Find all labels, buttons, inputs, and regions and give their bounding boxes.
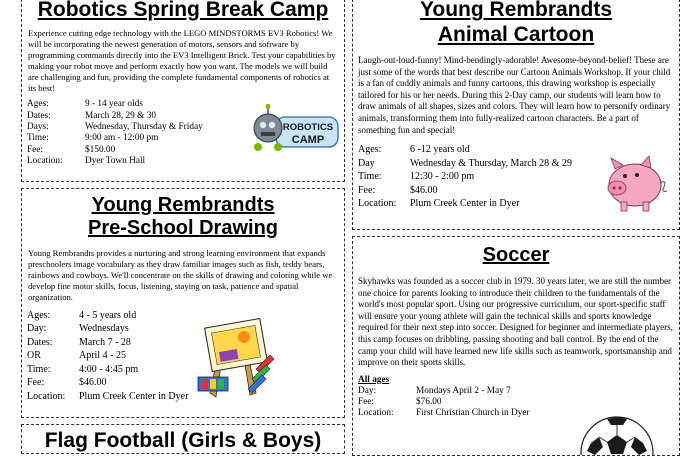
detail-value: 6 -12 years old <box>410 144 470 156</box>
preschool-drawing-section <box>21 188 345 418</box>
detail-label: Location: <box>358 198 397 210</box>
detail-value: $46.00 <box>410 184 438 196</box>
detail-value: Wednesday, Thursday & Friday <box>85 122 203 133</box>
detail-value: Wednesday & Thursday, March 28 & 29 <box>410 157 572 169</box>
soccer-group-label: All ages <box>358 374 390 385</box>
detail-label: Fee: <box>27 144 44 155</box>
preschool-title-line-2: Pre-School Drawing <box>87 217 279 239</box>
cartoon-title-line-2: Animal Cartoon <box>437 23 595 46</box>
detail-value: Plum Creek Center in Dyer <box>79 390 189 402</box>
cartoon-details <box>358 143 572 211</box>
detail-row <box>27 376 188 390</box>
detail-row <box>27 390 188 404</box>
soccer-title: Soccer <box>482 244 550 266</box>
detail-value: $150.00 <box>85 144 116 155</box>
drawing-easel-illustration <box>190 315 280 405</box>
detail-label: Dates: <box>27 336 53 348</box>
detail-row <box>27 99 203 110</box>
detail-value: 4 - 5 years old <box>79 309 137 321</box>
animal-cartoon-section <box>352 0 680 230</box>
detail-row <box>358 157 572 171</box>
detail-row <box>358 197 572 211</box>
detail-row <box>27 349 188 363</box>
soccer-ball-illustration <box>577 413 657 456</box>
detail-label: Day: <box>358 385 377 396</box>
detail-value: $46.00 <box>79 377 107 389</box>
flag-football-title: Flag Football (Girls & Boys) <box>44 429 322 452</box>
detail-label: Location: <box>27 390 66 402</box>
detail-value: March 28, 29 & 30 <box>85 110 157 121</box>
detail-value: 9:00 am - 12:00 pm <box>85 133 159 144</box>
soccer-description: Skyhawks was founded as a soccer club in 1979. 30 years later, we are still the number one choice for parents looking to introduce their children to the fundamentals of the world's most popular sport. Using our progressive curriculum, our sport-specific staff will ensure your young athlete will gain the technical skills and sports knowledge required for their next step into soccer. Designed for beginner and intermediate players, this camp focuses on dribbling, passing shooting and ball control. By the end of the camp your child will have learned new life skills such as teamwork, sportsmanship and improve on their sports skills. <box>358 276 673 368</box>
detail-label: Location: <box>358 408 394 419</box>
detail-value: 4:00 - 4:45 pm <box>79 363 139 375</box>
detail-label: Time: <box>358 171 382 183</box>
detail-row <box>27 322 188 336</box>
detail-row <box>27 336 188 350</box>
robotics-logo-text-1: ROBOTICS <box>282 122 334 133</box>
detail-row <box>27 309 188 323</box>
detail-row <box>358 170 572 184</box>
robotics-logo-text-2: CAMP <box>291 134 325 146</box>
detail-row <box>27 145 203 156</box>
detail-row <box>27 363 188 377</box>
detail-row <box>358 408 530 419</box>
robotics-camp-logo <box>250 103 342 153</box>
detail-value: Mondays April 2 - May 7 <box>416 385 511 396</box>
detail-row <box>27 111 203 122</box>
preschool-description: Young Rembrandts provides a nurturing and strong learning environment that expands preschoolers image vocabulary as they draw familiar images such as fish, teddy bears, rainbows and cowboys. We'll concentrate on the skills of drawing and coloring while we develop fine motor skills, focus, listening, staying on task, patience and spatial organization. <box>28 248 333 302</box>
detail-row <box>27 122 203 133</box>
detail-value: 9 - 14 year olds <box>85 99 143 110</box>
robotics-camp-section <box>21 0 345 182</box>
detail-label: Fee: <box>358 184 376 196</box>
detail-label: Location: <box>27 155 63 166</box>
preschool-title-line-1: Young Rembrandts <box>91 194 275 216</box>
detail-label: Ages: <box>27 309 51 321</box>
detail-value: First Christian Church in Dyer <box>416 408 530 419</box>
detail-label: Ages: <box>358 144 382 156</box>
detail-value: April 4 - 25 <box>79 350 126 362</box>
detail-row <box>358 397 530 408</box>
detail-label: Time: <box>27 363 51 375</box>
detail-label: Days: <box>27 122 49 133</box>
cartoon-title-line-1: Young Rembrandts <box>419 0 613 21</box>
detail-label: Time: <box>27 133 49 144</box>
detail-value: Wednesdays <box>79 323 129 335</box>
detail-value: March 7 - 28 <box>79 336 131 348</box>
detail-label: Day <box>358 157 375 169</box>
robotics-description: Experience cutting edge technology with the LEGO MINDSTORMS EV3 Robotics! We will be incorporating the newest generation of motors, sensors and software by programming commands directly into the EV3 Intelligent Brick. Test your capabilities by making your robot move and perform exactly how you want. The models we will build are challenging and fun, providing the complete fundamental components of robotics at its best! <box>28 28 336 93</box>
robotics-details <box>27 99 203 167</box>
preschool-details <box>27 309 188 404</box>
robotics-title: Robotics Spring Break Camp <box>37 0 329 21</box>
detail-label: Day: <box>27 323 47 335</box>
detail-row <box>358 184 572 198</box>
cartoon-description: Laugh-out-loud-funny! Mind-bendingly-adorable! Awesome-beyond-belief! These are just some of the words that best describe our Cartoon Animals Workshop. If your child is a fan of cuddly animals and funny cartoons, this drawing workshop is especially tailored for his or her needs. During this 2-Day camp, our students will learn how to draw animals of all shapes, sizes and colors. They will learn how to personify ordinary animals, transforming them into fully-realized cartoon characters. Be a part of something fun and special! <box>358 55 671 135</box>
pig-illustration <box>601 155 671 215</box>
detail-row <box>27 133 203 144</box>
detail-value: 12:30 - 2:00 pm <box>410 171 475 183</box>
detail-value: Plum Creek Center in Dyer <box>410 198 520 210</box>
detail-label: OR <box>27 350 41 362</box>
detail-label: Ages: <box>27 99 49 110</box>
detail-label: Dates: <box>27 110 51 121</box>
detail-value: Dyer Town Hall <box>85 155 146 166</box>
detail-label: Fee: <box>27 377 45 389</box>
soccer-section <box>352 236 680 456</box>
detail-row <box>27 156 203 167</box>
detail-value: $76.00 <box>416 397 442 408</box>
detail-row <box>358 143 572 157</box>
soccer-details <box>358 386 530 420</box>
flag-football-section <box>21 424 345 454</box>
detail-row <box>358 386 530 397</box>
detail-label: Fee: <box>358 397 375 408</box>
